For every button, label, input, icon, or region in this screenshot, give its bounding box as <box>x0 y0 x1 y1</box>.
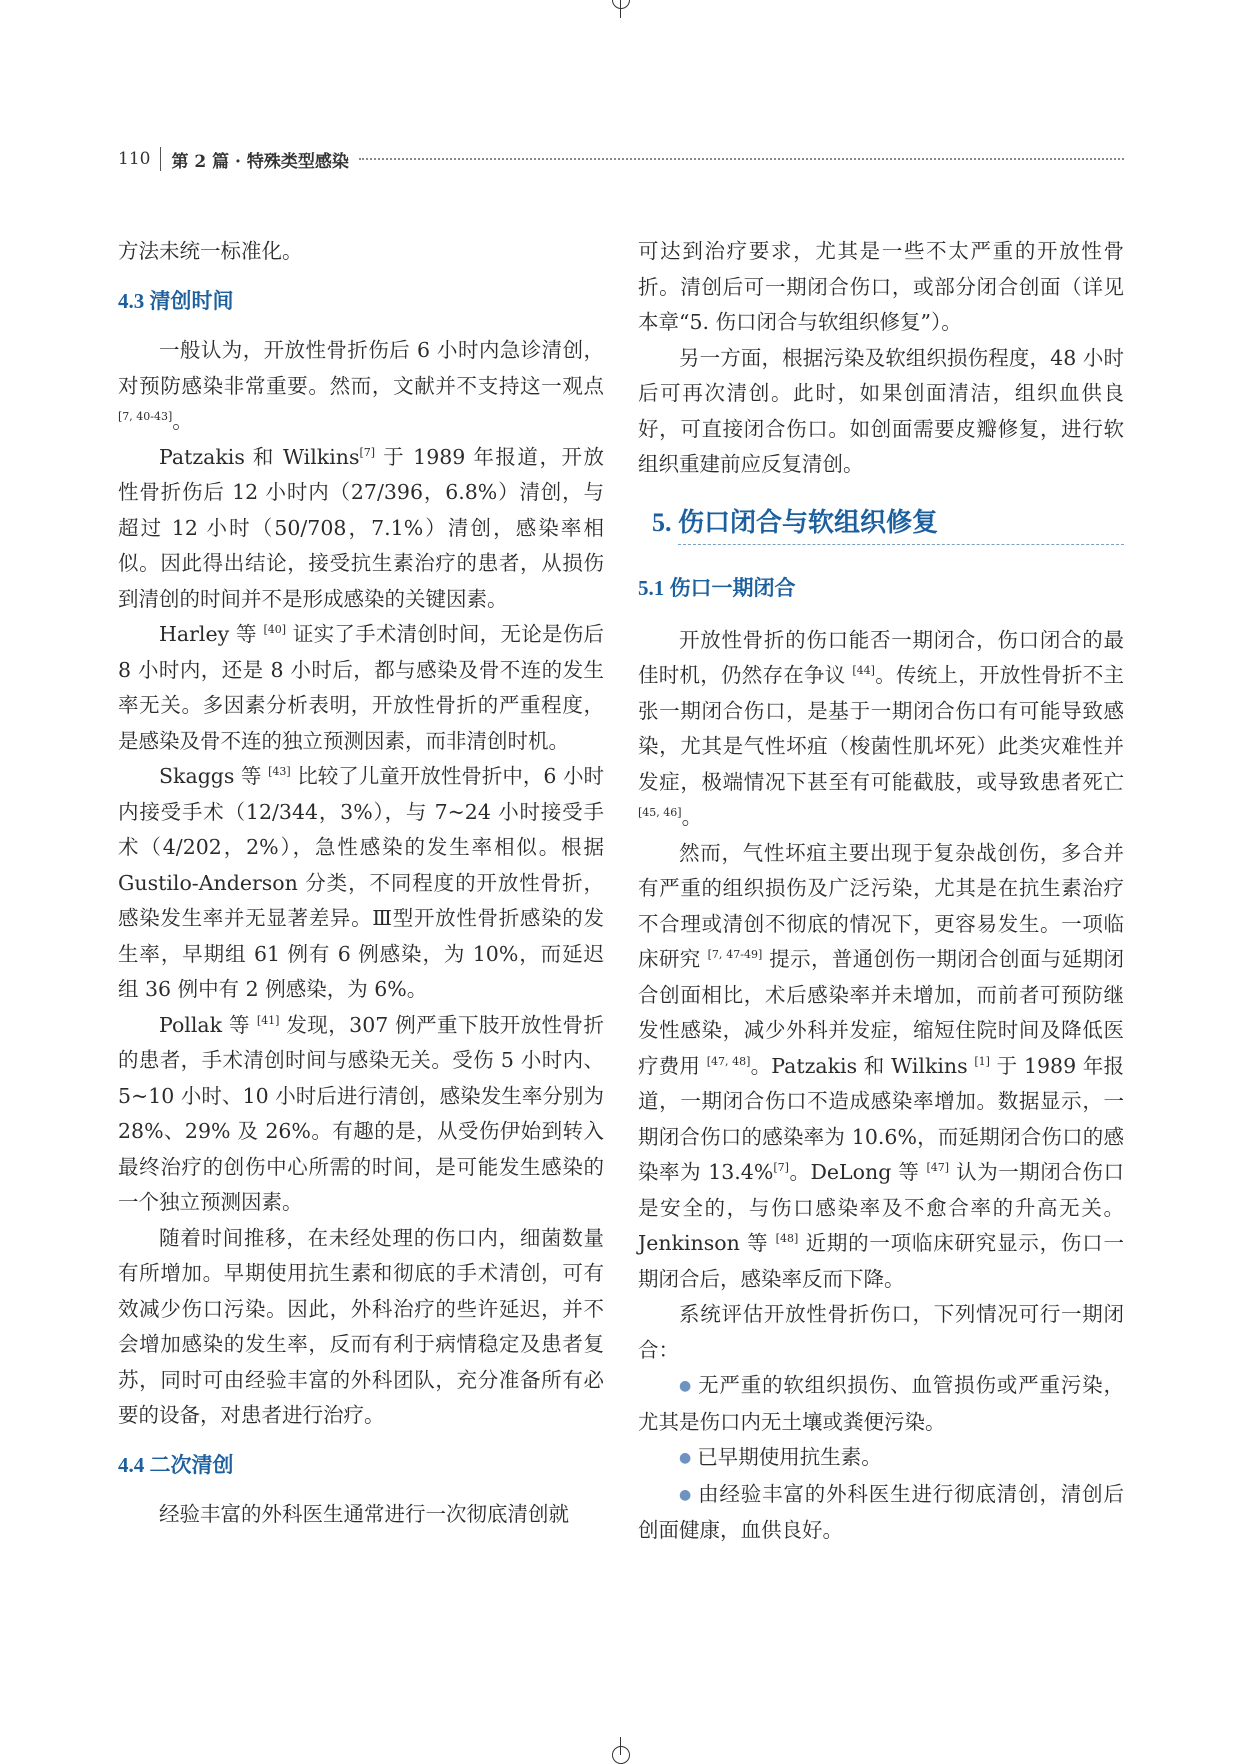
bullet-item: ● 由经验丰富的外科医生进行彻底清创，清创后创面健康，血供良好。 <box>638 1481 1125 1542</box>
citation: [1] <box>974 1054 990 1068</box>
paragraph: 然而，气性坏疽主要出现于复杂战创伤，多合并有严重的组织损伤及广泛污染，尤其是在抗生素治疗不合理或清创不彻底的情况下，更容易发生。一项临床研究 [7, 47-49] 提示，普通创伤一期闭合创面与延期闭合创面相比，术后感染率并未增加，而前者可预防继发性感染，减少外科并发症，缩短住院时间及降低医疗费用 [47, 48]。Patzakis 和 Wilkins [1] 于 1989 年报道，一期闭合伤口不造成感染率增加。数据显示，一期闭合伤口的感染率为 10.6%，而延期闭合伤口的感染率为 13.4%[7]。DeLong 等 [47] 认为一期闭合伤口是安全的，与伤口感染率及不愈合率的升高无关。Jenkinson 等 [48] 近期的一项临床研究显示，伤口一期闭合后，感染率反而下降。 <box>638 840 1125 1291</box>
paragraph: 系统评估开放性骨折伤口，下列情况可行一期闭合： <box>638 1302 1124 1362</box>
section-5-header <box>638 505 1124 546</box>
paragraph: 经验丰富的外科医生通常进行一次彻底清创就 <box>159 1502 569 1526</box>
paragraph: 随着时间推移，在未经处理的伤口内，细菌数量有所增加。早期使用抗生素和彻底的手术清创，可有效减少伤口污染。因此，外科治疗的些许延迟，并不会增加感染的发生率，反而有利于病情稳定及患者复苏，同时可由经验丰富的外科团队，充分准备所有必要的设备，对患者进行治疗。 <box>118 1225 604 1427</box>
citation: [40] <box>263 622 287 636</box>
heading-4-4: 4.4 二次清创 <box>118 1452 234 1477</box>
header-dotted-rule <box>359 158 1124 160</box>
citation: [7] <box>773 1160 789 1174</box>
heading-5: 5. 伤口闭合与软组织修复 <box>652 507 939 537</box>
page-number: 110 <box>118 147 161 171</box>
bullet-item: ● 已早期使用抗生素。 <box>679 1445 882 1469</box>
citation: [7, 40-43] <box>118 409 173 423</box>
citation: [41] <box>256 1013 280 1027</box>
citation: [48] <box>775 1231 799 1245</box>
crop-circle-top <box>612 0 630 9</box>
paragraph: 另一方面，根据污染及软组织损伤程度，48 小时后可再次清创。此时，如果创面清洁，组织血供良好，可直接闭合伤口。如创面需要皮瓣修复，进行软组织重建前应反复清创。 <box>638 345 1124 476</box>
paragraph: Patzakis 和 Wilkins[7] 于 1989 年报道，开放性骨折伤后 12 小时内（27/396，6.8%）清创，与超过 12 小时（50/708，7.1%）清创，感染率相似。因此得出结论，接受抗生素治疗的患者，从损伤到清创的时间并不是形成感染的关键因素。 <box>118 444 604 611</box>
citation: [7] <box>359 445 376 459</box>
paragraph: 可达到治疗要求，尤其是一些不太严重的开放性骨折。清创后可一期闭合伤口，或部分闭合创面（详见本章“5. 伤口闭合与软组织修复”）。 <box>638 239 1124 334</box>
paragraph: Harley 等 [40] 证实了手术清创时间，无论是伤后 8 小时内，还是 8 小时后，都与感染及骨不连的发生率无关。多因素分析表明，开放性骨折的严重程度，是感染及骨不连的独立预测因素，而非清创时机。 <box>118 622 604 753</box>
paragraph: Skaggs 等 [43] 比较了儿童开放性骨折中，6 小时内接受手术（12/344，3%），与 7~24 小时接受手术（4/202，2%），急性感染的发生率相似。根据 Gustilo-Anderson 分类，不同程度的开放性骨折，感染发生率并无显著差异。Ⅲ型开放性骨折感染的发生率，早期组 61 例有 6 例感染，为 10%，而延迟组 36 例中有 2 例感染，为 6%。 <box>118 764 604 1001</box>
bullet-dot-icon: ● <box>679 1378 693 1394</box>
right-column <box>638 234 1124 1549</box>
heading-4-3: 4.3 清创时间 <box>118 288 234 313</box>
paragraph: 方法未统一标准化。 <box>118 239 303 263</box>
citation: [7, 47-49] <box>707 947 763 961</box>
citation: [45, 46] <box>638 805 682 819</box>
heading-dashed-rule <box>678 544 1124 545</box>
paragraph: Pollak 等 [41] 发现，307 例严重下肢开放性骨折的患者，手术清创时间与感染无关。受伤 5 小时内、5~10 小时、10 小时后进行清创，感染发生率分别为 28%、29% 及 26%。有趣的是，从受伤伊始到转入最终治疗的创伤中心所需的时间，是可能发生感染的一个独立预测因素。 <box>118 1012 604 1214</box>
citation: [43] <box>268 764 291 778</box>
bullet-item: ● 无严重的软组织损伤、血管损伤或严重污染，尤其是伤口内无土壤或粪便污染。 <box>638 1373 1125 1434</box>
section-title: 第 2 篇 · 特殊类型感染 <box>171 151 349 172</box>
bullet-dot-icon: ● <box>679 1486 693 1503</box>
heading-5-1: 5.1 伤口一期闭合 <box>638 576 796 600</box>
left-column <box>118 234 604 1533</box>
paragraph: 一般认为，开放性骨折伤后 6 小时内急诊清创，对预防感染非常重要。然而，文献并不支持这一观点 [7, 40-43]。 <box>118 338 604 433</box>
citation: [44] <box>852 663 875 677</box>
citation: [47, 48] <box>706 1054 751 1068</box>
bullet-dot-icon: ● <box>679 1450 692 1466</box>
paragraph: 开放性骨折的伤口能否一期闭合，伤口闭合的最佳时机，仍然存在争议 [44]。传统上，开放性骨折不主张一期闭合伤口，是基于一期闭合伤口有可能导致感染，尤其是气性坏疽（梭菌性肌坏死）此类灾难性并发症，极端情况下甚至有可能截肢，或导致患者死亡 [45, 46]。 <box>638 627 1125 829</box>
crop-circle-bottom <box>612 1746 630 1764</box>
running-header <box>118 146 1124 172</box>
citation: [47] <box>926 1160 950 1174</box>
